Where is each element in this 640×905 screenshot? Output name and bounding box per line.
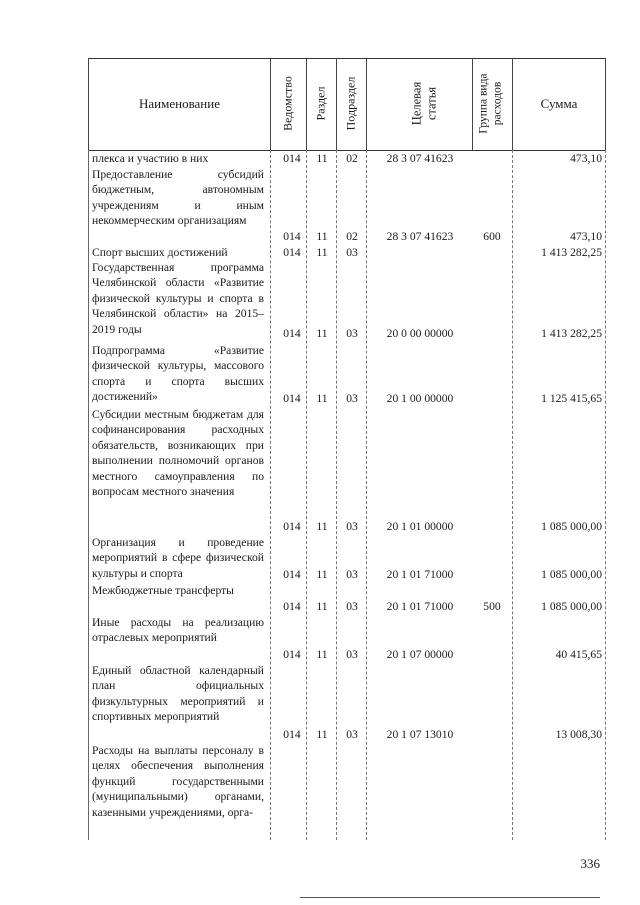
row-razdel: 11 [316, 728, 328, 741]
row-celevaya: 20 1 01 71000 [386, 600, 454, 613]
row-podrazdel: 02 [346, 230, 358, 243]
row-razdel: 11 [316, 230, 328, 243]
row-vedomstvo: 014 [283, 728, 301, 741]
row-celevaya: 20 1 07 13010 [386, 728, 454, 741]
row-name: Организация и проведение мероприятий в сфере физической культуры и спорта [92, 536, 264, 580]
row-summa: 1 085 000,00 [541, 520, 602, 533]
row-razdel: 11 [316, 600, 328, 613]
row-summa: 1 413 282,25 [541, 246, 602, 259]
col-border-razd [336, 58, 337, 150]
row-vedomstvo: 014 [283, 600, 301, 613]
row-vedomstvo: 014 [283, 230, 301, 243]
row-name: Государственная программа Челябинской области «Развитие физической культуры и спорта в Челябинской области» на 2015–2019 годы [92, 261, 264, 336]
row-razdel: 11 [316, 392, 328, 405]
body-left-border [88, 150, 89, 840]
bottom-rule [300, 897, 600, 898]
row-celevaya: 20 0 00 00000 [386, 327, 454, 340]
row-razdel: 11 [316, 152, 328, 165]
row-summa: 473,10 [570, 152, 602, 165]
row-vedomstvo: 014 [283, 568, 301, 581]
header-name: Наименование [139, 96, 220, 111]
table-top-rule [88, 58, 606, 59]
row-celevaya: 20 1 01 71000 [386, 568, 454, 581]
row-podrazdel: 03 [346, 648, 358, 661]
row-razdel: 11 [316, 648, 328, 661]
row-summa: 40 415,65 [555, 648, 602, 661]
row-name: Субсидии местным бюджетам для софинансирования расходных обязательств, возникающих при выполнении полномочий органов местного самоуправления по вопросам местного значения [92, 408, 264, 499]
row-razdel: 11 [316, 246, 328, 259]
row-celevaya: 28 3 07 41623 [386, 152, 454, 165]
row-vedomstvo: 014 [283, 648, 301, 661]
col-border-grp [512, 58, 513, 150]
row-name: Предоставление субсидий бюджетным, автономным учреждениям и иным некоммерческим организациям [92, 168, 264, 228]
header-summa: Сумма [540, 96, 578, 111]
row-name: Единый областной календарный план официальных физкультурных мероприятий и спортивных мероприятий [92, 664, 264, 724]
row-name: Расходы на выплаты персоналу в целях обеспечения выполнения функций государственными (муниципальными) органами, казенными учреждениями, орга- [92, 744, 264, 819]
row-summa: 1 085 000,00 [541, 568, 602, 581]
row-summa: 1 125 415,65 [541, 392, 602, 405]
row-podrazdel: 02 [346, 152, 358, 165]
col-border-name [270, 58, 271, 150]
row-podrazdel: 03 [346, 728, 358, 741]
col-border-right [605, 58, 606, 150]
row-celevaya: 20 1 00 00000 [386, 392, 454, 405]
header-razdel: Раздел [313, 86, 328, 121]
col-border-left [88, 58, 89, 150]
row-gruppa: 500 [483, 600, 501, 613]
row-vedomstvo: 014 [283, 392, 301, 405]
header-vedomstvo: Ведомство [280, 76, 295, 131]
row-celevaya: 20 1 01 00000 [386, 520, 454, 533]
row-vedomstvo: 014 [283, 327, 301, 340]
row-summa: 1 085 000,00 [541, 600, 602, 613]
row-name: плекса и участию в них [92, 152, 209, 165]
row-vedomstvo: 014 [283, 152, 301, 165]
row-podrazdel: 03 [346, 600, 358, 613]
row-name: Иные расходы на реализацию отраслевых мероприятий [92, 616, 264, 645]
row-name: Межбюджетные трансферты [92, 584, 234, 597]
row-razdel: 11 [316, 520, 328, 533]
row-podrazdel: 03 [346, 246, 358, 259]
body-divider-right [605, 150, 606, 840]
col-border-pod [366, 58, 367, 150]
row-podrazdel: 03 [346, 568, 358, 581]
row-name: Спорт высших достижений [92, 246, 228, 259]
row-name: Подпрограмма «Развитие физической культуры, массового спорта и спорта высших достижений» [92, 344, 264, 404]
row-razdel: 11 [316, 327, 328, 340]
body-divider-ved [306, 150, 307, 840]
row-summa: 1 413 282,25 [541, 327, 602, 340]
row-gruppa: 600 [483, 230, 501, 243]
row-vedomstvo: 014 [283, 246, 301, 259]
row-podrazdel: 03 [346, 392, 358, 405]
body-divider-name [270, 150, 271, 840]
row-vedomstvo: 014 [283, 520, 301, 533]
row-celevaya: 20 1 07 00000 [386, 648, 454, 661]
row-podrazdel: 03 [346, 520, 358, 533]
row-razdel: 11 [316, 568, 328, 581]
col-border-ved [306, 58, 307, 150]
header-celevaya: Целевая статья [409, 81, 439, 126]
row-celevaya: 28 3 07 41623 [386, 230, 454, 243]
row-podrazdel: 03 [346, 327, 358, 340]
body-divider-pod [336, 150, 337, 840]
header-podrazdel: Подраздел [343, 76, 358, 131]
row-summa: 473,10 [570, 230, 602, 243]
body-divider-cel [366, 150, 367, 840]
row-summa: 13 008,30 [555, 728, 602, 741]
page-number: 336 [580, 856, 600, 871]
header-gruppa: Группа вида расходов [477, 73, 504, 134]
